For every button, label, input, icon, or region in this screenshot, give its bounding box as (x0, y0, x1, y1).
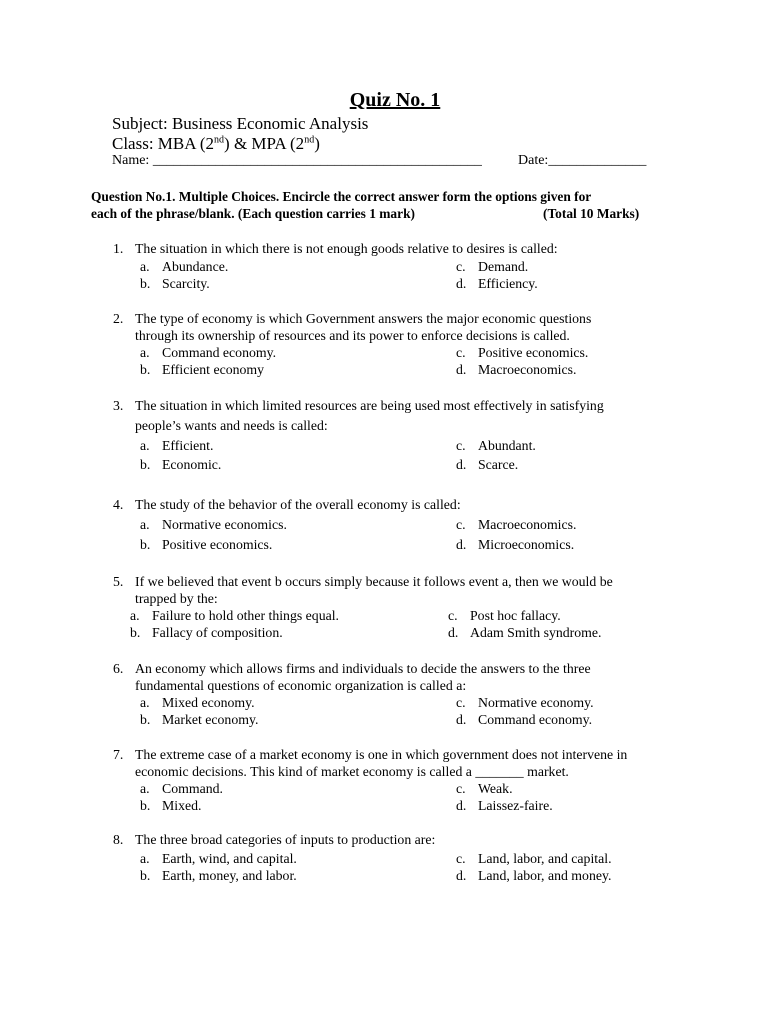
answer-option[interactable] (456, 695, 594, 711)
answer-option[interactable] (140, 851, 297, 867)
option-text: Abundant. (478, 438, 536, 453)
option-text: Positive economics. (162, 537, 273, 552)
option-letter: b. (140, 798, 151, 813)
option-letter: b. (140, 868, 151, 883)
question-text: The situation in which limited resources are being used most effectively in satisfying (135, 398, 604, 413)
option-letter: a. (140, 695, 150, 710)
instructions-line-2: each of the phrase/blank. (Each question carries 1 mark) (91, 206, 415, 221)
option-letter: d. (448, 625, 459, 640)
option-letter: c. (456, 438, 466, 453)
option-text: Land, labor, and capital. (478, 851, 612, 866)
option-letter: b. (130, 625, 141, 640)
option-letter: a. (140, 438, 150, 453)
option-letter: b. (140, 712, 151, 727)
option-text: Mixed economy. (162, 695, 255, 710)
name-field[interactable]: Name: _______________________________________________ (112, 153, 482, 168)
answer-option[interactable] (140, 537, 272, 553)
option-letter: a. (130, 608, 140, 623)
answer-option[interactable] (140, 276, 210, 292)
option-letter: c. (456, 259, 466, 274)
question-text: fundamental questions of economic organization is called a: (135, 678, 467, 693)
option-letter: a. (140, 259, 150, 274)
answer-option[interactable] (448, 625, 601, 641)
answer-option[interactable] (140, 362, 264, 378)
class-line (112, 134, 320, 154)
total-marks: (Total 10 Marks) (543, 206, 640, 221)
class-sup-2: nd (304, 134, 315, 146)
question-text: The type of economy is which Government answers the major economic questions (135, 311, 592, 326)
class-prefix: Class: MBA (2 (112, 134, 215, 153)
option-letter: b. (140, 537, 151, 552)
question-number: 6. (113, 661, 124, 676)
question-text: The three broad categories of inputs to production are: (135, 832, 436, 847)
option-letter: d. (456, 457, 467, 472)
option-text: Earth, wind, and capital. (162, 851, 297, 866)
class-sup-1: nd (214, 134, 225, 146)
option-text: Economic. (162, 457, 222, 472)
option-text: Fallacy of composition. (152, 625, 283, 640)
answer-option[interactable] (448, 608, 561, 624)
question-number: 3. (113, 398, 124, 413)
question-text: economic decisions. This kind of market economy is called a _______ market. (135, 764, 569, 779)
option-letter: b. (140, 276, 151, 291)
answer-option[interactable] (456, 276, 538, 292)
answer-option[interactable] (140, 345, 276, 361)
option-letter: b. (140, 457, 151, 472)
option-text: Post hoc fallacy. (470, 608, 561, 623)
option-letter: d. (456, 276, 467, 291)
option-text: Adam Smith syndrome. (470, 625, 602, 640)
instructions-line-1: Question No.1. Multiple Choices. Encircle the correct answer form the options given for (91, 189, 592, 204)
option-text: Earth, money, and labor. (162, 868, 297, 883)
option-letter: d. (456, 537, 467, 552)
answer-option[interactable] (140, 457, 221, 473)
option-letter: b. (140, 362, 151, 377)
answer-option[interactable] (140, 868, 297, 884)
class-suffix: ) (314, 134, 320, 153)
question-number: 8. (113, 832, 124, 847)
option-text: Positive economics. (478, 345, 589, 360)
option-letter: a. (140, 345, 150, 360)
question-number: 1. (113, 241, 124, 256)
question-text: The extreme case of a market economy is one in which government does not intervene in (135, 747, 628, 762)
answer-option[interactable] (456, 457, 518, 473)
answer-option[interactable] (456, 362, 576, 378)
answer-option[interactable] (140, 259, 228, 275)
question-number: 7. (113, 747, 124, 762)
option-text: Weak. (478, 781, 513, 796)
option-text: Command economy. (162, 345, 277, 360)
option-text: Efficient. (162, 438, 214, 453)
answer-option[interactable] (140, 517, 287, 533)
answer-option[interactable] (456, 868, 611, 884)
option-letter: c. (456, 851, 466, 866)
answer-option[interactable] (456, 438, 536, 454)
question-number: 2. (113, 311, 124, 326)
option-text: Mixed. (162, 798, 202, 813)
option-text: Market economy. (162, 712, 259, 727)
answer-option[interactable] (140, 798, 201, 814)
option-text: Efficiency. (478, 276, 538, 291)
question-text: The situation in which there is not enough goods relative to desires is called: (135, 241, 558, 256)
answer-option[interactable] (456, 798, 553, 814)
answer-option[interactable] (456, 259, 528, 275)
class-mid: ) & MPA (2 (224, 134, 305, 153)
option-letter: a. (140, 517, 150, 532)
option-letter: d. (456, 362, 467, 377)
question-number: 4. (113, 497, 124, 512)
option-text: Laissez-faire. (478, 798, 553, 813)
option-letter: d. (456, 712, 467, 727)
date-field[interactable]: Date:______________ (518, 153, 647, 168)
quiz-title: Quiz No. 1 (349, 89, 441, 111)
question-number: 5. (113, 574, 124, 589)
answer-option[interactable] (456, 851, 612, 867)
option-letter: c. (456, 695, 466, 710)
option-letter: c. (456, 517, 466, 532)
question-text: The study of the behavior of the overall economy is called: (135, 497, 461, 512)
subject-line: Subject: Business Economic Analysis (112, 114, 369, 133)
option-text: Abundance. (162, 259, 229, 274)
option-letter: c. (448, 608, 458, 623)
answer-option[interactable] (456, 537, 574, 553)
option-text: Failure to hold other things equal. (152, 608, 339, 623)
answer-option[interactable] (456, 517, 576, 533)
option-letter: c. (456, 781, 466, 796)
option-text: Normative economy. (478, 695, 594, 710)
option-text: Scarce. (478, 457, 519, 472)
option-text: Microeconomics. (478, 537, 575, 552)
answer-option[interactable] (456, 712, 592, 728)
option-text: Normative economics. (162, 517, 287, 532)
answer-option[interactable] (130, 625, 283, 641)
answer-option[interactable] (140, 781, 223, 797)
option-text: Macroeconomics. (478, 517, 577, 532)
answer-option[interactable] (456, 345, 588, 361)
option-text: Scarcity. (162, 276, 210, 291)
option-text: Command economy. (478, 712, 593, 727)
question-text: through its ownership of resources and its power to enforce decisions is called. (135, 328, 570, 343)
answer-option[interactable] (140, 712, 258, 728)
option-text: Macroeconomics. (478, 362, 577, 377)
option-letter: c. (456, 345, 466, 360)
answer-option[interactable] (456, 781, 513, 797)
option-letter: d. (456, 868, 467, 883)
question-text: If we believed that event b occurs simply because it follows event a, then we would be (135, 574, 613, 589)
option-text: Demand. (478, 259, 529, 274)
option-text: Land, labor, and money. (478, 868, 612, 883)
answer-option[interactable] (130, 608, 339, 624)
question-text: people’s wants and needs is called: (135, 418, 328, 433)
option-text: Efficient economy (162, 362, 265, 377)
question-text: An economy which allows firms and individuals to decide the answers to the three (135, 661, 591, 676)
option-letter: d. (456, 798, 467, 813)
option-text: Command. (162, 781, 223, 796)
option-letter: a. (140, 851, 150, 866)
answer-option[interactable] (140, 438, 213, 454)
option-letter: a. (140, 781, 150, 796)
question-text: trapped by the: (135, 591, 218, 606)
answer-option[interactable] (140, 695, 255, 711)
